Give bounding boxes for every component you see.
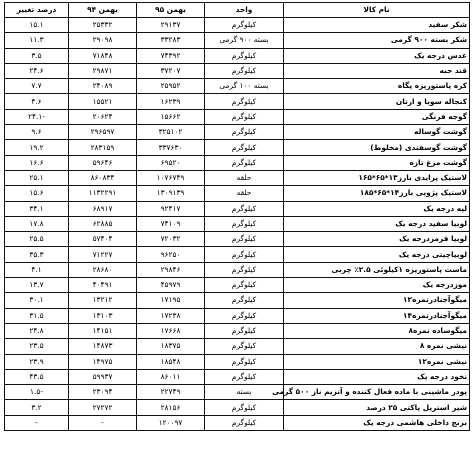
header-row bbox=[5, 3, 470, 18]
cell-percent-change: ۳۵.۳ bbox=[5, 247, 69, 262]
cell-percent-change: ۱۱.۳ bbox=[5, 33, 69, 48]
cell-bahman-94: - bbox=[69, 415, 137, 430]
header-bahman-94: بهمن ۹۴ bbox=[69, 3, 137, 18]
cell-bahman-94: ۴۰۴۹۱ bbox=[69, 278, 137, 293]
cell-item-name: نیشی نمره۱۲ bbox=[284, 354, 470, 369]
cell-item-name: لپه درجه یک bbox=[284, 201, 470, 216]
cell-unit: کیلوگرم bbox=[205, 369, 284, 384]
cell-item-name: موزدرجه یک bbox=[284, 278, 470, 293]
cell-percent-change: ۲۵.۱ bbox=[5, 170, 69, 185]
cell-bahman-95: ۱۸۳۷۵ bbox=[137, 339, 205, 354]
cell-percent-change: ۲۳.۹ bbox=[5, 354, 69, 369]
cell-item-name: میگوآجنادرنمره۱۴ bbox=[284, 308, 470, 323]
cell-bahman-95: ۲۹۸۴۶ bbox=[137, 262, 205, 277]
cell-bahman-95: ۶۹۵۲۰ bbox=[137, 155, 205, 170]
cell-unit: حلقه bbox=[205, 170, 284, 185]
cell-bahman-95: ۱۸۵۴۸ bbox=[137, 354, 205, 369]
cell-bahman-94: ۲۳۰۹۴ bbox=[69, 385, 137, 400]
cell-unit: کیلوگرم bbox=[205, 308, 284, 323]
cell-bahman-95: ۹۲۴۱۷ bbox=[137, 201, 205, 216]
cell-bahman-94: ۱۳۱۰۳ bbox=[69, 308, 137, 323]
cell-bahman-94: ۲۸۶۸۰ bbox=[69, 262, 137, 277]
table-row bbox=[5, 247, 470, 262]
cell-unit: حلقه bbox=[205, 186, 284, 201]
table-row bbox=[5, 369, 470, 384]
table-row bbox=[5, 339, 470, 354]
cell-item-name: عدس درجه یک bbox=[284, 48, 470, 63]
cell-bahman-94: ۲۹۰۹۸ bbox=[69, 33, 137, 48]
cell-percent-change: ۲۴.۸ bbox=[5, 323, 69, 338]
cell-unit: کیلوگرم bbox=[205, 247, 284, 262]
table-row bbox=[5, 308, 470, 323]
cell-bahman-95: ۱۶۲۳۹ bbox=[137, 94, 205, 109]
cell-bahman-95: ۱۵۶۶۲ bbox=[137, 109, 205, 124]
cell-item-name: برنج داخلی هاشمی درجه یک bbox=[284, 415, 470, 430]
cell-bahman-95: ۱۷۲۳۸ bbox=[137, 308, 205, 323]
cell-unit: کیلوگرم bbox=[205, 354, 284, 369]
price-table bbox=[4, 2, 470, 431]
cell-percent-change: ۱۷.۸ bbox=[5, 216, 69, 231]
cell-item-name: قند حبه bbox=[284, 63, 470, 78]
cell-bahman-94: ۲۴۰۸۹ bbox=[69, 79, 137, 94]
table-row bbox=[5, 186, 470, 201]
table-row bbox=[5, 79, 470, 94]
cell-unit: کیلوگرم bbox=[205, 400, 284, 415]
cell-bahman-94: ۲۹۶۵۹۷ bbox=[69, 125, 137, 140]
cell-bahman-94: ۱۴۸۷۳ bbox=[69, 339, 137, 354]
header-unit: واحد bbox=[205, 3, 284, 18]
cell-unit: کیلوگرم bbox=[205, 155, 284, 170]
cell-percent-change: ۲۵.۵ bbox=[5, 232, 69, 247]
cell-percent-change: ۴۳.۵ bbox=[5, 369, 69, 384]
cell-bahman-95: ۳۲۵۱۰۲ bbox=[137, 125, 205, 140]
cell-bahman-95: ۹۶۲۵۰ bbox=[137, 247, 205, 262]
cell-bahman-95: ۳۳۷۶۳۰ bbox=[137, 140, 205, 155]
cell-bahman-94: ۵۹۹۳۷ bbox=[69, 369, 137, 384]
cell-bahman-94: ۵۷۴۰۴ bbox=[69, 232, 137, 247]
cell-item-name: گوشت گوساله bbox=[284, 125, 470, 140]
cell-item-name: نخود درجه یک bbox=[284, 369, 470, 384]
cell-unit: کیلوگرم bbox=[205, 262, 284, 277]
cell-unit: کیلوگرم bbox=[205, 201, 284, 216]
cell-bahman-95: ۲۵۹۵۲ bbox=[137, 79, 205, 94]
cell-bahman-95: ۱۲۰۰۹۷ bbox=[137, 415, 205, 430]
cell-item-name: شیر استریل پاکتی ۲۵ درصد bbox=[284, 400, 470, 415]
cell-bahman-95: ۱۷۶۶۸ bbox=[137, 323, 205, 338]
cell-bahman-94: ۲۷۲۷۲ bbox=[69, 400, 137, 415]
cell-bahman-94: ۷۱۸۴۸ bbox=[69, 48, 137, 63]
cell-percent-change: ۳.۵ bbox=[5, 48, 69, 63]
cell-bahman-94: ۱۴۱۵۱ bbox=[69, 323, 137, 338]
cell-bahman-94: ۱۱۳۲۲۹۱ bbox=[69, 186, 137, 201]
header-bahman-95: بهمن ۹۵ bbox=[137, 3, 205, 18]
table-row bbox=[5, 354, 470, 369]
cell-unit: کیلوگرم bbox=[205, 48, 284, 63]
cell-bahman-95: ۱۰۷۶۷۴۹ bbox=[137, 170, 205, 185]
cell-bahman-95: ۲۸۱۵۶ bbox=[137, 400, 205, 415]
cell-unit: کیلوگرم bbox=[205, 109, 284, 124]
cell-bahman-94: ۲۹۸۷۱ bbox=[69, 63, 137, 78]
cell-percent-change: ۴.۶ bbox=[5, 94, 69, 109]
cell-item-name: لوبیا قرمزدرجه یک bbox=[284, 232, 470, 247]
cell-percent-change: ۱۳.۷ bbox=[5, 278, 69, 293]
cell-bahman-94: ۷۱۲۲۷ bbox=[69, 247, 137, 262]
cell-item-name: ماست پاستوریزه ۱کیلوئی ۲.۵٪ چربی bbox=[284, 262, 470, 277]
cell-unit: بسته bbox=[205, 385, 284, 400]
table-row bbox=[5, 33, 470, 48]
header-item-name: نام کالا bbox=[284, 3, 470, 18]
header-percent-change: درصد تغییر bbox=[5, 3, 69, 18]
cell-unit: کیلوگرم bbox=[205, 415, 284, 430]
cell-unit: کیلوگرم bbox=[205, 339, 284, 354]
cell-percent-change: ۳۰.۱ bbox=[5, 293, 69, 308]
cell-percent-change: ۱۶.۶ bbox=[5, 155, 69, 170]
table-row bbox=[5, 63, 470, 78]
cell-bahman-95: ۳۳۲۸۳ bbox=[137, 33, 205, 48]
table-row bbox=[5, 48, 470, 63]
table-row bbox=[5, 415, 470, 430]
cell-unit: کیلوگرم bbox=[205, 232, 284, 247]
cell-bahman-94: ۱۴۹۷۵ bbox=[69, 354, 137, 369]
cell-item-name: نیشی نمره ۸ bbox=[284, 339, 470, 354]
cell-item-name: کره پاستوریزه پگاه bbox=[284, 79, 470, 94]
cell-percent-change: ۹.۶ bbox=[5, 125, 69, 140]
cell-unit: کیلوگرم bbox=[205, 216, 284, 231]
cell-unit: کیلوگرم bbox=[205, 125, 284, 140]
cell-bahman-95: ۷۲۰۳۲ bbox=[137, 232, 205, 247]
cell-unit: کیلوگرم bbox=[205, 293, 284, 308]
cell-item-name: پودر ماشینی با ماده فعال کننده و آنزیم ناز ۵۰۰ گرمی bbox=[284, 385, 470, 400]
cell-percent-change: -۱.۵ bbox=[5, 385, 69, 400]
cell-bahman-95: ۷۴۳۹۲ bbox=[137, 48, 205, 63]
cell-percent-change: ۳۴.۱ bbox=[5, 201, 69, 216]
cell-bahman-94: ۲۸۳۱۵۹ bbox=[69, 140, 137, 155]
table-row bbox=[5, 155, 470, 170]
cell-item-name: لاستیک پژویی بارز۱۴*۶۵*۱۸۵ bbox=[284, 186, 470, 201]
cell-item-name: لاستیک پرایدی بارز۱۳*۶۵*۱۶۵ bbox=[284, 170, 470, 185]
cell-percent-change: - bbox=[5, 415, 69, 430]
cell-percent-change: ۱۵.۶ bbox=[5, 186, 69, 201]
cell-item-name: گوجه فرنگی bbox=[284, 109, 470, 124]
cell-bahman-94: ۱۳۲۱۲ bbox=[69, 293, 137, 308]
table-row bbox=[5, 293, 470, 308]
table-row bbox=[5, 170, 470, 185]
cell-bahman-95: ۳۷۲۰۷ bbox=[137, 63, 205, 78]
cell-percent-change: ۲۳.۵ bbox=[5, 339, 69, 354]
cell-unit: کیلوگرم bbox=[205, 18, 284, 33]
cell-bahman-95: ۱۷۱۹۵ bbox=[137, 293, 205, 308]
table-row bbox=[5, 323, 470, 338]
cell-bahman-94: ۲۰۶۲۴ bbox=[69, 109, 137, 124]
cell-item-name: گوشت گوسفندی (مخلوط) bbox=[284, 140, 470, 155]
cell-item-name: شکر سفید bbox=[284, 18, 470, 33]
cell-bahman-94: ۱۵۵۲۱ bbox=[69, 94, 137, 109]
cell-bahman-95: ۲۹۱۳۷ bbox=[137, 18, 205, 33]
cell-unit: بسته ۱۰۰ گرمی bbox=[205, 79, 284, 94]
cell-percent-change: ۱۵.۱ bbox=[5, 18, 69, 33]
cell-percent-change: ۲۴.۶ bbox=[5, 63, 69, 78]
cell-percent-change: ۳.۲ bbox=[5, 400, 69, 415]
table-row bbox=[5, 94, 470, 109]
cell-bahman-95: ۷۴۱۰۹ bbox=[137, 216, 205, 231]
cell-item-name: شکر بسته ۹۰۰ گرمی bbox=[284, 33, 470, 48]
cell-bahman-94: ۲۵۳۳۲ bbox=[69, 18, 137, 33]
table-row bbox=[5, 125, 470, 140]
cell-bahman-94: ۶۲۸۸۵ bbox=[69, 216, 137, 231]
cell-bahman-94: ۶۸۹۱۷ bbox=[69, 201, 137, 216]
cell-unit: بسته ۹۰۰ گرمی bbox=[205, 33, 284, 48]
table-row bbox=[5, 216, 470, 231]
cell-bahman-94: ۵۹۶۴۶ bbox=[69, 155, 137, 170]
table-row bbox=[5, 278, 470, 293]
table-row bbox=[5, 109, 470, 124]
cell-bahman-94: ۸۶۰۸۳۴ bbox=[69, 170, 137, 185]
cell-item-name: میگوساده نمره۸ bbox=[284, 323, 470, 338]
table-row bbox=[5, 18, 470, 33]
cell-bahman-95: ۱۳۰۹۱۳۹ bbox=[137, 186, 205, 201]
cell-item-name: لوبیا سفید درجه یک bbox=[284, 216, 470, 231]
table-row bbox=[5, 201, 470, 216]
cell-bahman-95: ۸۶۰۱۱ bbox=[137, 369, 205, 384]
cell-percent-change: ۷.۷ bbox=[5, 79, 69, 94]
table-row bbox=[5, 232, 470, 247]
cell-bahman-95: ۴۵۹۷۹ bbox=[137, 278, 205, 293]
cell-percent-change: ۳۱.۵ bbox=[5, 308, 69, 323]
cell-item-name: لوبیاچیتی درجه یک bbox=[284, 247, 470, 262]
table-row bbox=[5, 140, 470, 155]
cell-percent-change: ۴.۱ bbox=[5, 262, 69, 277]
cell-item-name: میگوآجنادرنمره۱۲ bbox=[284, 293, 470, 308]
cell-unit: کیلوگرم bbox=[205, 278, 284, 293]
cell-bahman-95: ۲۲۷۴۹ bbox=[137, 385, 205, 400]
cell-item-name: گوشت مرغ تازه bbox=[284, 155, 470, 170]
cell-item-name: کنجاله سویا و ارتان bbox=[284, 94, 470, 109]
table-body bbox=[5, 18, 470, 431]
cell-unit: کیلوگرم bbox=[205, 140, 284, 155]
cell-percent-change: -۲۴.۱ bbox=[5, 109, 69, 124]
table-row bbox=[5, 400, 470, 415]
cell-unit: کیلوگرم bbox=[205, 323, 284, 338]
cell-percent-change: ۱۹.۲ bbox=[5, 140, 69, 155]
cell-unit: کیلوگرم bbox=[205, 94, 284, 109]
table-row bbox=[5, 385, 470, 400]
cell-unit: کیلوگرم bbox=[205, 63, 284, 78]
price-table-container bbox=[4, 2, 469, 431]
table-row bbox=[5, 262, 470, 277]
